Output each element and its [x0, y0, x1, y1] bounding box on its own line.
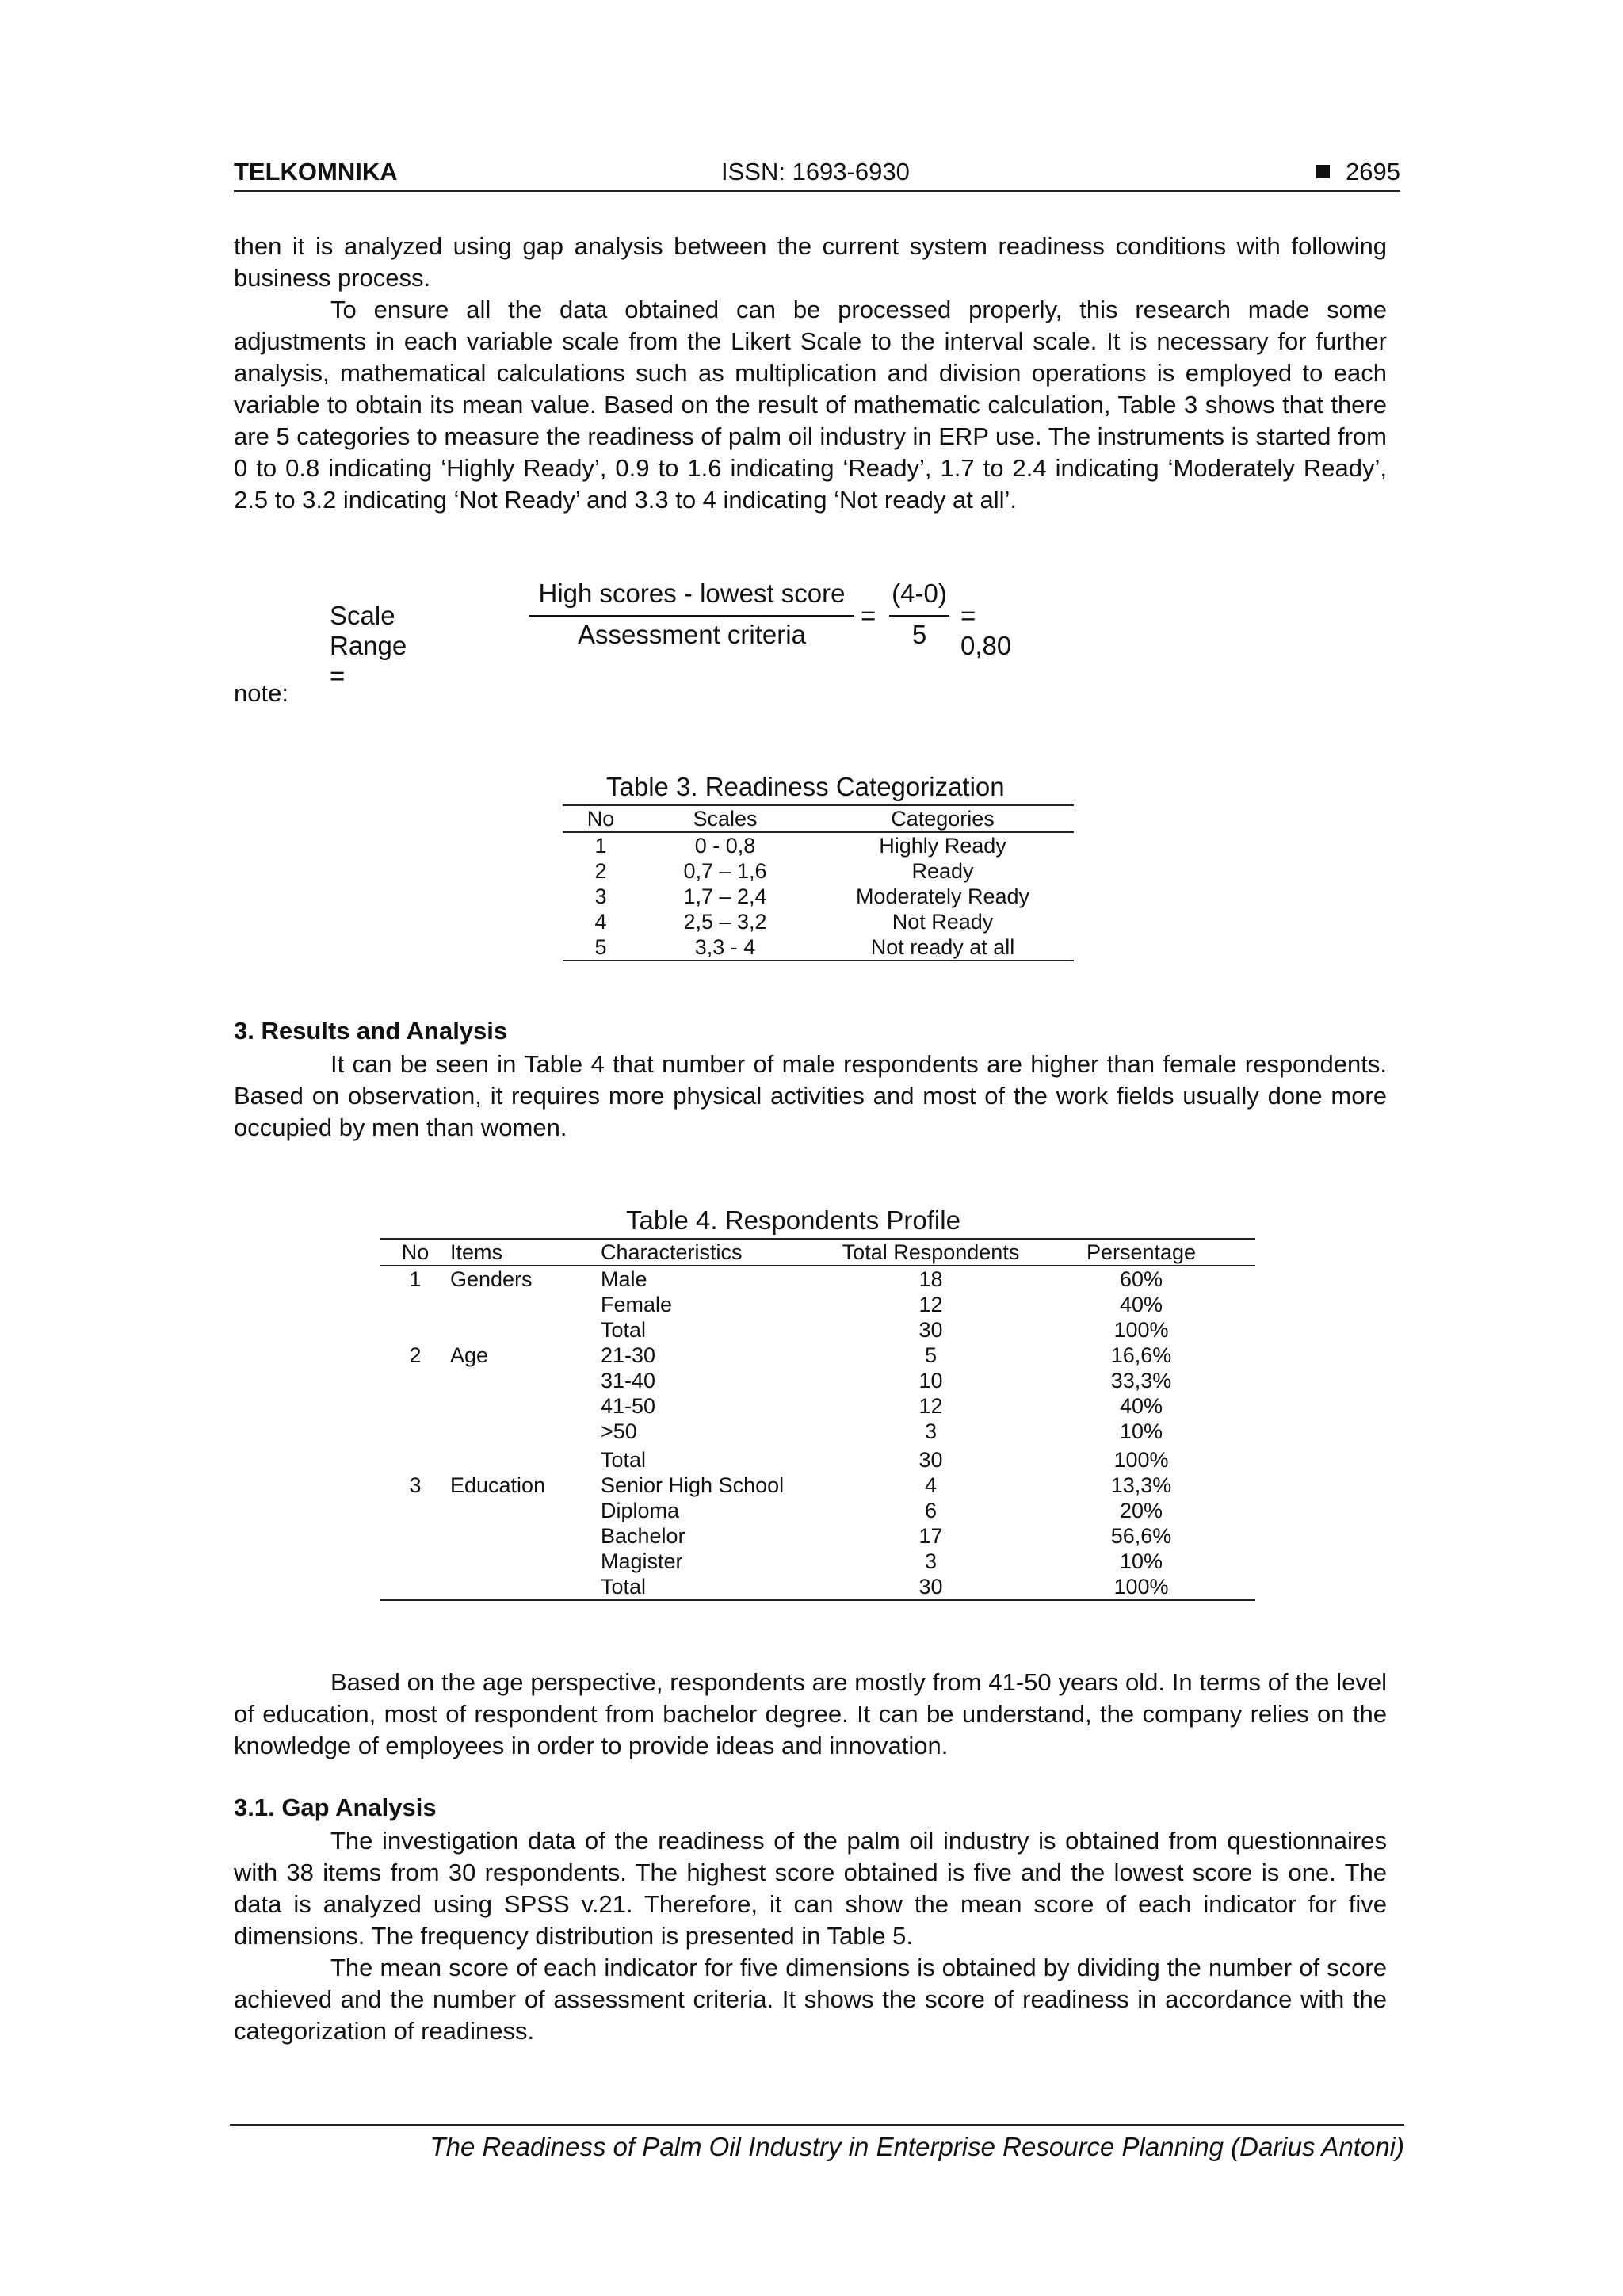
table4-cell: 100%	[1027, 1574, 1255, 1600]
table-row	[563, 858, 1074, 884]
formula-denominator: Assessment criteria	[578, 620, 806, 649]
table4-cell: 10	[918, 1368, 943, 1392]
table4-cell: 21-30	[601, 1343, 656, 1367]
running-footer	[230, 2124, 1404, 2161]
table4-cell	[380, 1317, 450, 1343]
paragraph-4: Based on the age perspective, respondents are mostly from 41-50 years old. In terms of the level of education, most of respondent from bachelor degree. It can be understand, the company relies on the knowledge of employees in order to provide ideas and innovation.	[234, 1668, 1387, 1759]
section-heading-gap-analysis: 3.1. Gap Analysis	[234, 1794, 437, 1821]
table4-header-items: Items	[450, 1239, 601, 1266]
table4-cell: Female	[601, 1292, 673, 1316]
table4-cell	[450, 1292, 601, 1317]
table3-cell: 1,7 – 2,4	[683, 884, 767, 908]
formula-numerator-2: (4-0)	[892, 579, 947, 608]
table4-cell: 31-40	[601, 1368, 656, 1392]
table-row	[563, 909, 1074, 934]
table3-cell: Highly Ready	[879, 833, 1006, 858]
table4-cell: 6	[924, 1498, 938, 1522]
page-number-value: 2695	[1346, 158, 1400, 185]
table3-header-no: No	[563, 805, 639, 832]
table4-cell	[380, 1292, 450, 1317]
table-row	[380, 1523, 1255, 1549]
table4-cell	[380, 1444, 450, 1473]
table4-cell	[450, 1393, 601, 1419]
table4-cell	[450, 1498, 601, 1523]
table4-cell: 3	[409, 1473, 422, 1497]
table4-cell: 40%	[1119, 1393, 1163, 1418]
table4-cell: 30	[834, 1574, 1027, 1600]
table4-cell: 4	[924, 1473, 938, 1497]
table4-header-total: Total Respondents	[834, 1239, 1027, 1266]
table4-cell	[380, 1419, 450, 1444]
table4-cell: Bachelor	[601, 1523, 685, 1548]
formula-denominator-2: 5	[911, 620, 927, 649]
note-label: note:	[234, 679, 288, 707]
formula-label: Scale Range =	[330, 601, 407, 690]
table-row	[380, 1393, 1255, 1419]
table4-respondents-profile	[380, 1238, 1255, 1601]
table4-cell: 12	[918, 1292, 943, 1316]
square-bullet-icon	[1316, 165, 1330, 178]
table4-cell: 16,6%	[1110, 1343, 1172, 1367]
table3-header-scales: Scales	[639, 805, 812, 832]
table4-cell	[450, 1317, 601, 1343]
table-row	[380, 1549, 1255, 1574]
table4-cell	[450, 1549, 601, 1574]
fraction-bar-2	[889, 615, 949, 617]
table4-cell: Diploma	[601, 1498, 680, 1522]
formula-result: = 0,80	[960, 601, 1012, 660]
table4-cell	[450, 1444, 601, 1473]
table4-cell: 30	[918, 1317, 943, 1342]
table4-cell: 3	[924, 1419, 938, 1443]
table3-cell: 0 - 0,8	[694, 833, 756, 858]
table3-header-categories: Categories	[812, 805, 1074, 832]
journal-name: TELKOMNIKA	[234, 158, 398, 185]
table3-cell: 1	[594, 833, 607, 858]
table4-cell: 33,3%	[1110, 1368, 1172, 1392]
table4-caption: Table 4. Respondents Profile	[626, 1205, 960, 1235]
table4-cell: 3	[924, 1549, 938, 1573]
table-header-row	[563, 805, 1074, 832]
table-header-row	[380, 1239, 1255, 1266]
formula-numerator: High scores - lowest score	[538, 579, 846, 608]
table3-cell: Moderately Ready	[855, 884, 1030, 908]
paragraph-5: The investigation data of the readiness of the palm oil industry is obtained from questionnaires with 38 items from 30 respondents. The highest score obtained is five and the lowest score is one. The data is analyzed using SPSS v.21. Therefore, it can show the mean score of each indicator for five dimensions. The frequency distribution is presented in Table 5.	[234, 1827, 1387, 1950]
table4-cell: 18	[918, 1266, 943, 1291]
paragraph-6: The mean score of each indicator for five dimensions is obtained by dividing the number of score achieved and the number of assessment criteria. It shows the score of readiness in accordance with the categorization of readiness.	[234, 1954, 1387, 2045]
table4-header-percentage: Persentage	[1027, 1239, 1255, 1266]
table4-cell: Senior High School	[601, 1473, 785, 1497]
table3-cell: 3	[594, 884, 607, 908]
table4-cell	[450, 1368, 601, 1393]
table4-cell: 13,3%	[1110, 1473, 1172, 1497]
table4-cell: Age	[450, 1343, 489, 1367]
table4-cell: 10%	[1119, 1549, 1163, 1573]
table4-cell: 12	[918, 1393, 943, 1418]
running-header	[234, 155, 1400, 192]
table3-cell: Not Ready	[892, 909, 994, 934]
table4-cell	[380, 1549, 450, 1574]
table-row	[563, 934, 1074, 961]
fraction-bar	[529, 615, 854, 617]
table-row	[380, 1498, 1255, 1523]
table4-cell: 100%	[1113, 1447, 1169, 1472]
paragraph-3: It can be seen in Table 4 that number of male respondents are higher than female respondents. Based on observation, it requires more physical activities and most of the work fields usually done more occupied by men than women.	[234, 1050, 1387, 1141]
table-row	[380, 1266, 1255, 1292]
table4-cell: 20%	[1119, 1498, 1163, 1522]
table-row	[380, 1368, 1255, 1393]
table-row	[380, 1419, 1255, 1444]
table4-cell: 100%	[1113, 1317, 1169, 1342]
table4-cell: >50	[601, 1419, 637, 1443]
table4-cell: 17	[918, 1523, 943, 1548]
table-row	[380, 1343, 1255, 1368]
table3-cell: 5	[563, 934, 639, 961]
table3-cell: 2	[594, 858, 607, 883]
table3-cell: Ready	[911, 858, 974, 883]
table4-cell: 5	[924, 1343, 938, 1367]
table-row	[380, 1574, 1255, 1600]
table4-cell: 40%	[1119, 1292, 1163, 1316]
table4-cell: Total	[601, 1447, 647, 1472]
table4-header-characteristics: Characteristics	[601, 1239, 834, 1266]
formula-equals: =	[861, 601, 876, 630]
table4-cell: Male	[601, 1266, 647, 1291]
table3-cell: 4	[594, 909, 607, 934]
footer-title: The Readiness of Palm Oil Industry in Enterprise Resource Planning (Darius Antoni)	[430, 2132, 1404, 2161]
table4-header-no: No	[380, 1239, 450, 1266]
table3-cell: Not ready at all	[812, 934, 1074, 961]
table-row	[380, 1444, 1255, 1473]
table4-cell: Education	[450, 1473, 546, 1497]
table4-cell	[380, 1498, 450, 1523]
table4-cell: 41-50	[601, 1393, 656, 1418]
table4-cell: 10%	[1119, 1419, 1163, 1443]
table4-cell	[450, 1574, 601, 1600]
table4-cell	[450, 1419, 601, 1444]
table4-cell: Magister	[601, 1549, 683, 1573]
table4-cell	[380, 1368, 450, 1393]
table4-cell: Total	[601, 1317, 647, 1342]
table4-cell: Total	[601, 1574, 834, 1600]
table4-cell: 1	[409, 1266, 422, 1291]
table3-cell: 0,7 – 1,6	[683, 858, 767, 883]
table4-cell: 2	[409, 1343, 422, 1367]
table4-cell	[450, 1523, 601, 1549]
page-number	[1316, 158, 1400, 186]
table4-cell: 30	[918, 1447, 943, 1472]
table4-cell	[380, 1523, 450, 1549]
table4-cell: 60%	[1119, 1266, 1163, 1291]
table-row	[563, 884, 1074, 909]
table4-cell	[380, 1393, 450, 1419]
paragraph-2: To ensure all the data obtained can be processed properly, this research made some adjustments in each variable scale from the Likert Scale to the interval scale. It is necessary for further analysis, mathematical calculations such as multiplication and division operations is employed to each variable to obtain its mean value. Based on the result of mathematic calculation, Table 3 shows that there are 5 categories to measure the readiness of palm oil industry in ERP use. The instruments is started from 0 to 0.8 indicating ‘Highly Ready’, 0.9 to 1.6 indicating ‘Ready’, 1.7 to 2.4 indicating ‘Moderately Ready’, 2.5 to 3.2 indicating ‘Not Ready’ and 3.3 to 4 indicating ‘Not ready at all’.	[234, 296, 1387, 514]
issn: ISSN: 1693-6930	[721, 158, 910, 185]
section-heading-results: 3. Results and Analysis	[234, 1017, 508, 1045]
table4-cell	[380, 1574, 450, 1600]
table3-cell: 3,3 - 4	[639, 934, 812, 961]
table3-readiness-categorization	[563, 804, 1074, 961]
table4-cell: Genders	[450, 1266, 533, 1291]
table3-cell: 2,5 – 3,2	[683, 909, 767, 934]
table-row	[380, 1317, 1255, 1343]
table-row	[563, 832, 1074, 858]
table-row	[380, 1292, 1255, 1317]
table-row	[380, 1473, 1255, 1498]
paragraph-1: then it is analyzed using gap analysis between the current system readiness conditions with following business process.	[234, 232, 1387, 292]
table4-cell: 56,6%	[1110, 1523, 1172, 1548]
table3-caption: Table 3. Readiness Categorization	[606, 772, 1005, 801]
